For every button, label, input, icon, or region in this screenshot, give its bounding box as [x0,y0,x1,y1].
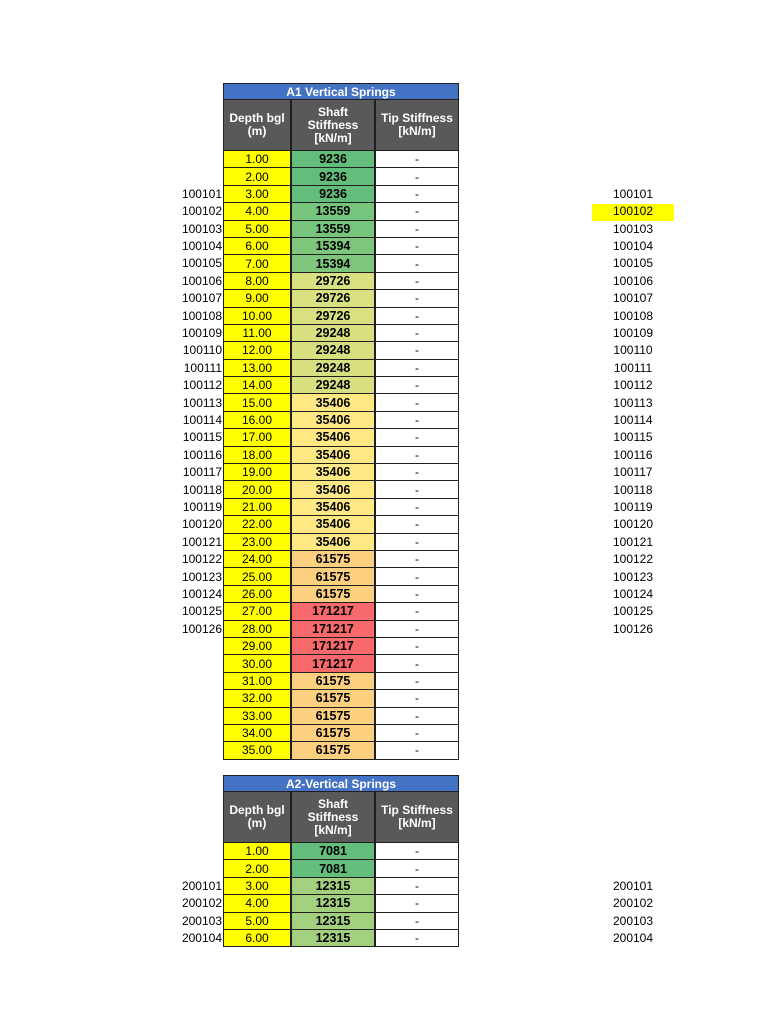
shaft-stiffness-cell: 12315 [291,930,375,947]
shaft-stiffness-cell: 29726 [291,308,375,325]
shaft-stiffness-cell: 171217 [291,655,375,672]
right-node-id: 100119 [613,500,653,514]
table-row [223,913,459,930]
tip-stiffness-cell: - [375,429,459,446]
shaft-stiffness-cell: 29248 [291,342,375,359]
tip-stiffness-cell: - [375,708,459,725]
left-node-id: 100120 [181,517,222,532]
left-node-id: 100105 [181,256,222,271]
tip-stiffness-cell: - [375,394,459,411]
shaft-stiffness-cell: 61575 [291,725,375,742]
shaft-stiffness-cell: 35406 [291,447,375,464]
tip-stiffness-cell: - [375,308,459,325]
shaft-stiffness-cell: 29726 [291,273,375,290]
right-node-id: 100111 [613,360,653,375]
table-row [223,742,459,759]
left-node-id: 100101 [181,186,222,201]
table-row [223,878,459,895]
right-node-id: 100122 [612,552,654,567]
tip-stiffness-cell: - [375,603,459,620]
right-node-id: 100106 [612,273,654,288]
depth-cell: 5.00 [223,913,291,930]
tip-stiffness-cell: - [375,638,459,655]
table-row [223,168,459,185]
table-row [223,860,459,877]
tip-stiffness-cell: - [375,913,459,930]
right-node-id: 100108 [612,308,654,323]
table-row [223,534,459,551]
tip-stiffness-cell: - [375,238,459,255]
shaft-stiffness-cell: 35406 [291,412,375,429]
tip-stiffness-cell: - [375,151,459,168]
shaft-stiffness-cell: 29726 [291,290,375,307]
table-row [223,673,459,690]
table-row [223,603,459,620]
table-row [223,586,459,603]
depth-cell: 1.00 [223,151,291,168]
left-node-id: 200102 [181,896,222,911]
shaft-stiffness-cell: 29248 [291,325,375,342]
right-node-id: 100117 [613,465,653,480]
table-header [223,792,459,843]
left-node-id: 100121 [181,534,222,549]
right-node-id: 100115 [613,430,653,445]
right-node-id: 100110 [613,343,653,358]
tip-stiffness-cell: - [375,843,459,860]
left-node-id: 200101 [181,878,222,893]
depth-cell: 3.00 [223,878,291,895]
shaft-stiffness-cell: 61575 [291,708,375,725]
tip-stiffness-cell: - [375,255,459,272]
depth-cell: 23.00 [223,534,291,551]
left-node-id: 100126 [181,621,222,636]
table-title: A2-Vertical Springs [223,775,459,792]
shaft-stiffness-cell: 12315 [291,878,375,895]
shaft-stiffness-cell: 35406 [291,429,375,446]
right-node-id: 100114 [613,413,653,427]
depth-cell: 32.00 [223,690,291,707]
tip-stiffness-cell: - [375,342,459,359]
table-row [223,930,459,947]
shaft-stiffness-cell: 9236 [291,151,375,168]
table-row [223,394,459,411]
shaft-stiffness-cell: 171217 [291,621,375,638]
shaft-stiffness-cell: 13559 [291,203,375,220]
depth-cell: 12.00 [223,342,291,359]
depth-cell: 8.00 [223,273,291,290]
right-node-id: 200101 [612,878,654,893]
depth-cell: 9.00 [223,290,291,307]
left-node-id: 100102 [181,204,222,219]
tip-stiffness-cell: - [375,377,459,394]
table-row [223,690,459,707]
depth-cell: 30.00 [223,655,291,672]
left-node-id: 100104 [181,239,222,253]
depth-cell: 19.00 [223,464,291,481]
tip-stiffness-cell: - [375,895,459,912]
table-row [223,186,459,203]
table-row [223,725,459,742]
table-header [223,100,459,151]
left-node-id: 100107 [181,291,222,306]
tip-stiffness-cell: - [375,412,459,429]
tip-stiffness-cell: - [375,464,459,481]
shaft-stiffness-cell: 7081 [291,843,375,860]
shaft-stiffness-cell: 35406 [291,534,375,551]
tip-stiffness-cell: - [375,168,459,185]
table-row [223,342,459,359]
tip-stiffness-cell: - [375,221,459,238]
right-node-id: 100109 [612,326,654,340]
right-node-id: 100105 [612,256,654,271]
left-node-id: 100117 [182,465,222,480]
depth-cell: 27.00 [223,603,291,620]
left-node-id: 100111 [183,360,222,375]
table-row [223,377,459,394]
depth-cell: 33.00 [223,708,291,725]
depth-cell: 1.00 [223,843,291,860]
shaft-stiffness-cell: 61575 [291,568,375,585]
right-node-id: 200102 [612,896,654,911]
shaft-stiffness-cell: 29248 [291,377,375,394]
tip-stiffness-cell: - [375,621,459,638]
table-row [223,412,459,429]
tip-stiffness-cell: - [375,481,459,498]
shaft-stiffness-cell: 61575 [291,742,375,759]
shaft-stiffness-cell: 15394 [291,238,375,255]
tip-stiffness-cell: - [375,203,459,220]
depth-cell: 34.00 [223,725,291,742]
depth-cell: 21.00 [223,499,291,516]
tip-stiffness-cell: - [375,290,459,307]
table-row [223,499,459,516]
table-row [223,568,459,585]
table-row [223,221,459,238]
table-row [223,255,459,272]
depth-cell: 24.00 [223,551,291,568]
header-shaft-stiffness: Shaft Stiffness [kN/m] [291,792,375,843]
left-node-id: 100108 [181,308,222,323]
table-row [223,551,459,568]
right-node-id: 100102 [592,204,674,220]
right-node-id: 200103 [612,913,654,928]
right-node-id: 100113 [613,395,653,410]
table-row [223,621,459,638]
left-node-id: 100110 [182,343,222,358]
depth-cell: 29.00 [223,638,291,655]
shaft-stiffness-cell: 13559 [291,221,375,238]
shaft-stiffness-cell: 35406 [291,394,375,411]
tip-stiffness-cell: - [375,568,459,585]
header-tip-stiffness: Tip Stiffness [kN/m] [375,792,459,843]
header-shaft-stiffness: Shaft Stiffness [kN/m] [291,100,375,151]
depth-cell: 35.00 [223,742,291,759]
right-node-id: 100101 [612,186,654,201]
left-node-id: 100103 [181,221,222,236]
shaft-stiffness-cell: 61575 [291,690,375,707]
right-node-id: 100116 [613,447,653,462]
shaft-stiffness-cell: 7081 [291,860,375,877]
right-node-id: 100124 [612,587,654,601]
tip-stiffness-cell: - [375,930,459,947]
shaft-stiffness-cell: 171217 [291,603,375,620]
tip-stiffness-cell: - [375,325,459,342]
depth-cell: 3.00 [223,186,291,203]
depth-cell: 14.00 [223,377,291,394]
tip-stiffness-cell: - [375,860,459,877]
right-node-id: 100107 [612,291,654,306]
right-node-id: 100121 [612,534,654,549]
right-node-id: 100112 [613,378,653,393]
shaft-stiffness-cell: 35406 [291,499,375,516]
table-row [223,843,459,860]
depth-cell: 18.00 [223,447,291,464]
table-body [223,843,459,947]
header-depth: Depth bgl (m) [223,100,291,151]
table-row [223,151,459,168]
depth-cell: 17.00 [223,429,291,446]
shaft-stiffness-cell: 9236 [291,186,375,203]
table-row [223,325,459,342]
table-row [223,273,459,290]
tip-stiffness-cell: - [375,360,459,377]
depth-cell: 20.00 [223,481,291,498]
table-row [223,655,459,672]
left-node-id: 100115 [182,430,222,445]
table-row [223,447,459,464]
table-row [223,360,459,377]
left-node-id: 100116 [182,447,222,462]
tip-stiffness-cell: - [375,273,459,290]
tip-stiffness-cell: - [375,186,459,203]
tip-stiffness-cell: - [375,499,459,516]
left-node-id: 100122 [181,552,222,567]
right-node-id: 100103 [612,221,654,236]
a2-vertical-springs-table [223,775,459,947]
tip-stiffness-cell: - [375,586,459,603]
left-node-id: 100124 [181,587,222,601]
left-node-id: 100113 [182,395,222,410]
depth-cell: 4.00 [223,895,291,912]
table-row [223,895,459,912]
right-node-id: 100104 [612,239,654,253]
tip-stiffness-cell: - [375,673,459,690]
left-node-id: 100114 [182,413,222,427]
depth-cell: 26.00 [223,586,291,603]
left-node-id: 200104 [181,931,222,945]
table-row [223,203,459,220]
tip-stiffness-cell: - [375,655,459,672]
depth-cell: 4.00 [223,203,291,220]
left-node-id: 100125 [181,604,222,619]
depth-cell: 13.00 [223,360,291,377]
left-node-id: 100109 [181,326,222,340]
depth-cell: 22.00 [223,516,291,533]
shaft-stiffness-cell: 61575 [291,673,375,690]
tip-stiffness-cell: - [375,447,459,464]
header-tip-stiffness: Tip Stiffness [kN/m] [375,100,459,151]
shaft-stiffness-cell: 61575 [291,551,375,568]
tip-stiffness-cell: - [375,690,459,707]
table-title: A1 Vertical Springs [223,83,459,100]
table-row [223,290,459,307]
right-node-id: 100126 [612,621,654,636]
shaft-stiffness-cell: 9236 [291,168,375,185]
tip-stiffness-cell: - [375,516,459,533]
shaft-stiffness-cell: 171217 [291,638,375,655]
table-body [223,151,459,760]
table-row [223,638,459,655]
shaft-stiffness-cell: 35406 [291,516,375,533]
table-row [223,429,459,446]
left-node-id: 100123 [181,569,222,584]
depth-cell: 16.00 [223,412,291,429]
left-node-id: 200103 [181,913,222,928]
tip-stiffness-cell: - [375,742,459,759]
depth-cell: 6.00 [223,930,291,947]
shaft-stiffness-cell: 15394 [291,255,375,272]
table-row [223,464,459,481]
depth-cell: 15.00 [223,394,291,411]
table-row [223,308,459,325]
depth-cell: 11.00 [223,325,291,342]
right-node-id: 100120 [612,517,654,532]
tip-stiffness-cell: - [375,725,459,742]
tip-stiffness-cell: - [375,878,459,895]
depth-cell: 5.00 [223,221,291,238]
tip-stiffness-cell: - [375,534,459,551]
tip-stiffness-cell: - [375,551,459,568]
header-depth: Depth bgl (m) [223,792,291,843]
left-node-id: 100119 [182,500,222,514]
shaft-stiffness-cell: 35406 [291,481,375,498]
table-row [223,516,459,533]
right-node-id: 100118 [613,482,653,497]
left-node-id: 100118 [182,482,222,497]
depth-cell: 6.00 [223,238,291,255]
table-row [223,481,459,498]
a1-vertical-springs-table [223,83,459,760]
right-node-id: 200104 [612,931,654,945]
left-node-id: 100106 [181,273,222,288]
shaft-stiffness-cell: 29248 [291,360,375,377]
depth-cell: 25.00 [223,568,291,585]
right-node-id: 100125 [612,604,654,619]
table-row [223,708,459,725]
table-row [223,238,459,255]
depth-cell: 28.00 [223,621,291,638]
depth-cell: 2.00 [223,860,291,877]
shaft-stiffness-cell: 35406 [291,464,375,481]
shaft-stiffness-cell: 12315 [291,895,375,912]
left-node-id: 100112 [182,378,222,393]
depth-cell: 2.00 [223,168,291,185]
right-node-id: 100123 [612,569,654,584]
shaft-stiffness-cell: 12315 [291,913,375,930]
depth-cell: 31.00 [223,673,291,690]
depth-cell: 10.00 [223,308,291,325]
depth-cell: 7.00 [223,255,291,272]
shaft-stiffness-cell: 61575 [291,586,375,603]
